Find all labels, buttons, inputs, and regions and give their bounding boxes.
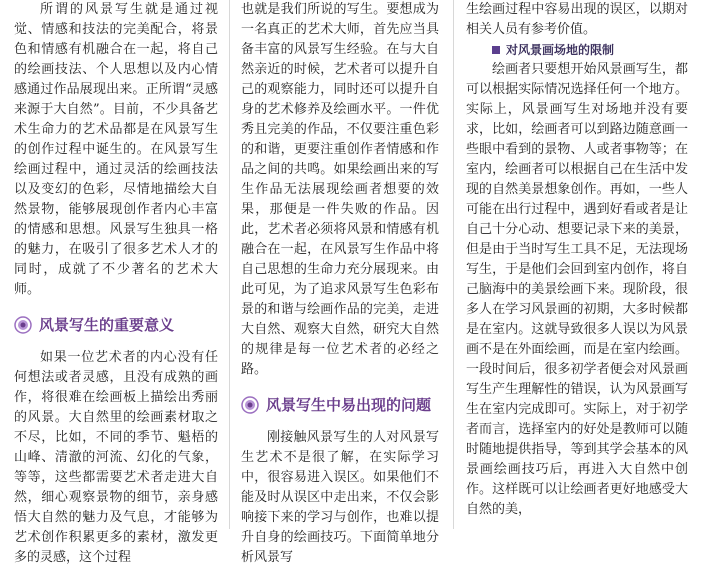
- section-heading-text: 风景写生的重要意义: [39, 316, 175, 334]
- subheading-text: 对风景画场地的限制: [506, 43, 615, 57]
- concentric-circle-bullet-icon: [14, 316, 32, 334]
- subheading-location-limit: [466, 40, 688, 60]
- importance-paragraph: 如果一位艺术者的内心没有任何想法或者灵感，且没有成熟的画作，将很难在绘画板上描绘出秀丽的风景。大自然里的绘画素材取之不尽，比如，不同的季节、魁梧的山峰、清澈的河流、幻化的气象，等等，这些都需要艺术者走进大自然，细心观察景物的细节，亲身感悟大自然的魅力及气息，才能够为艺术创作积累更多的素材，激发更多的灵感，这个过程: [14, 350, 218, 565]
- concentric-circle-bullet-icon: [241, 396, 259, 414]
- column-divider: [453, 0, 454, 529]
- continued-paragraph: 也就是我们所说的写生。要想成为一名真正的艺术大师，首先应当具备丰富的风景写生经验。在与大自然亲近的时候，艺术者可以提升自己的观察能力，同时还可以提升自身的艺术修养及绘画水平。一件优秀且完美的作品，不仅要注重色彩的和谐，更要注重创作者情感和作品之间的共鸣。如果绘画出来的写生作品无法展现绘画者想要的效果，那便是一件失败的作品。因此，艺术者必须将风景和情感有机融合在一起，在风景写生作品中将自己思想的生命力充分展现来。由此可见，为了追求风景写生色彩布景的和谐与绘画作品的完美，走进大自然、观察大自然，研究大自然的规律是每一位艺术者的必经之路。: [241, 2, 439, 377]
- article-column-2: [241, 0, 439, 568]
- article-column-1: [14, 0, 218, 568]
- intro-paragraph: 所谓的风景写生就是通过视觉、情感和技法的完美配合，将景色和情感有机融合在一起，将自己的绘画技法、个人思想以及内心情感通过作品展现出来。正所谓“灵感来源于大自然”。目前，不少具备艺术生命力的艺术品都是在风景写生的创作过程中诞生的。在风景写生绘画过程中，通过灵活的绘画技法以及变幻的色彩，尽情地描绘大自然景物，能够展现创作者内心丰富的情感和思想。风景写生独具一格的魅力，在吸引了很多艺术人才的同时，成就了不少著名的艺术大师。: [14, 2, 218, 297]
- square-bullet-icon: [492, 46, 500, 54]
- column-divider: [229, 0, 230, 529]
- section-heading-text: 风景写生中易出现的问题: [266, 396, 432, 414]
- location-paragraph: 绘画者只要想开始风景画写生，都可以根据实际情况选择任何一个地方。实际上，风景画写生对场地并没有要求，比如，绘画者可以到路边随意画一些眼中看到的景物、人或者事物等；在室内，绘画者可以根据自己在生活中发现的自然美景想象创作。再如，一些人可能在出行过程中，遇到好看或者是让自己十分心动、想要记录下来的美景，但是由于当时写生工具不足，无法现场写生，于是他们会回到室内创作，将自己脑海中的美景绘画下来。现阶段，很多人在学习风景画的初期，大多时候都是在室内。这就导致很多人误以为风景画不是在外面绘画，而是在室内绘画。一段时间后，很多初学者便会对风景画写生产生理解性的错误，认为风景画写生在室内完成即可。实际上，对于初学者而言，选择室内的好处是教师可以随时随地提供指导，等到其学会基本的风景画绘画技巧后，再进入大自然中创作。这样既可以让绘画者更好地感受大自然的美，: [466, 62, 688, 517]
- section-heading-importance: [14, 312, 218, 338]
- article-column-3: [466, 0, 688, 520]
- section-heading-problems: [241, 392, 439, 418]
- problems-paragraph: 刚接触风景写生的人对风景写生艺术不是很了解，在实际学习中，很容易进入误区。如果他们不能及时从误区中走出来，不仅会影响接下来的学习与创作，也难以提升自身的绘画技巧。下面简单地分析风景写: [241, 430, 439, 565]
- continued-paragraph: 生绘画过程中容易出现的误区，以期对相关人员有参考价值。: [466, 2, 688, 37]
